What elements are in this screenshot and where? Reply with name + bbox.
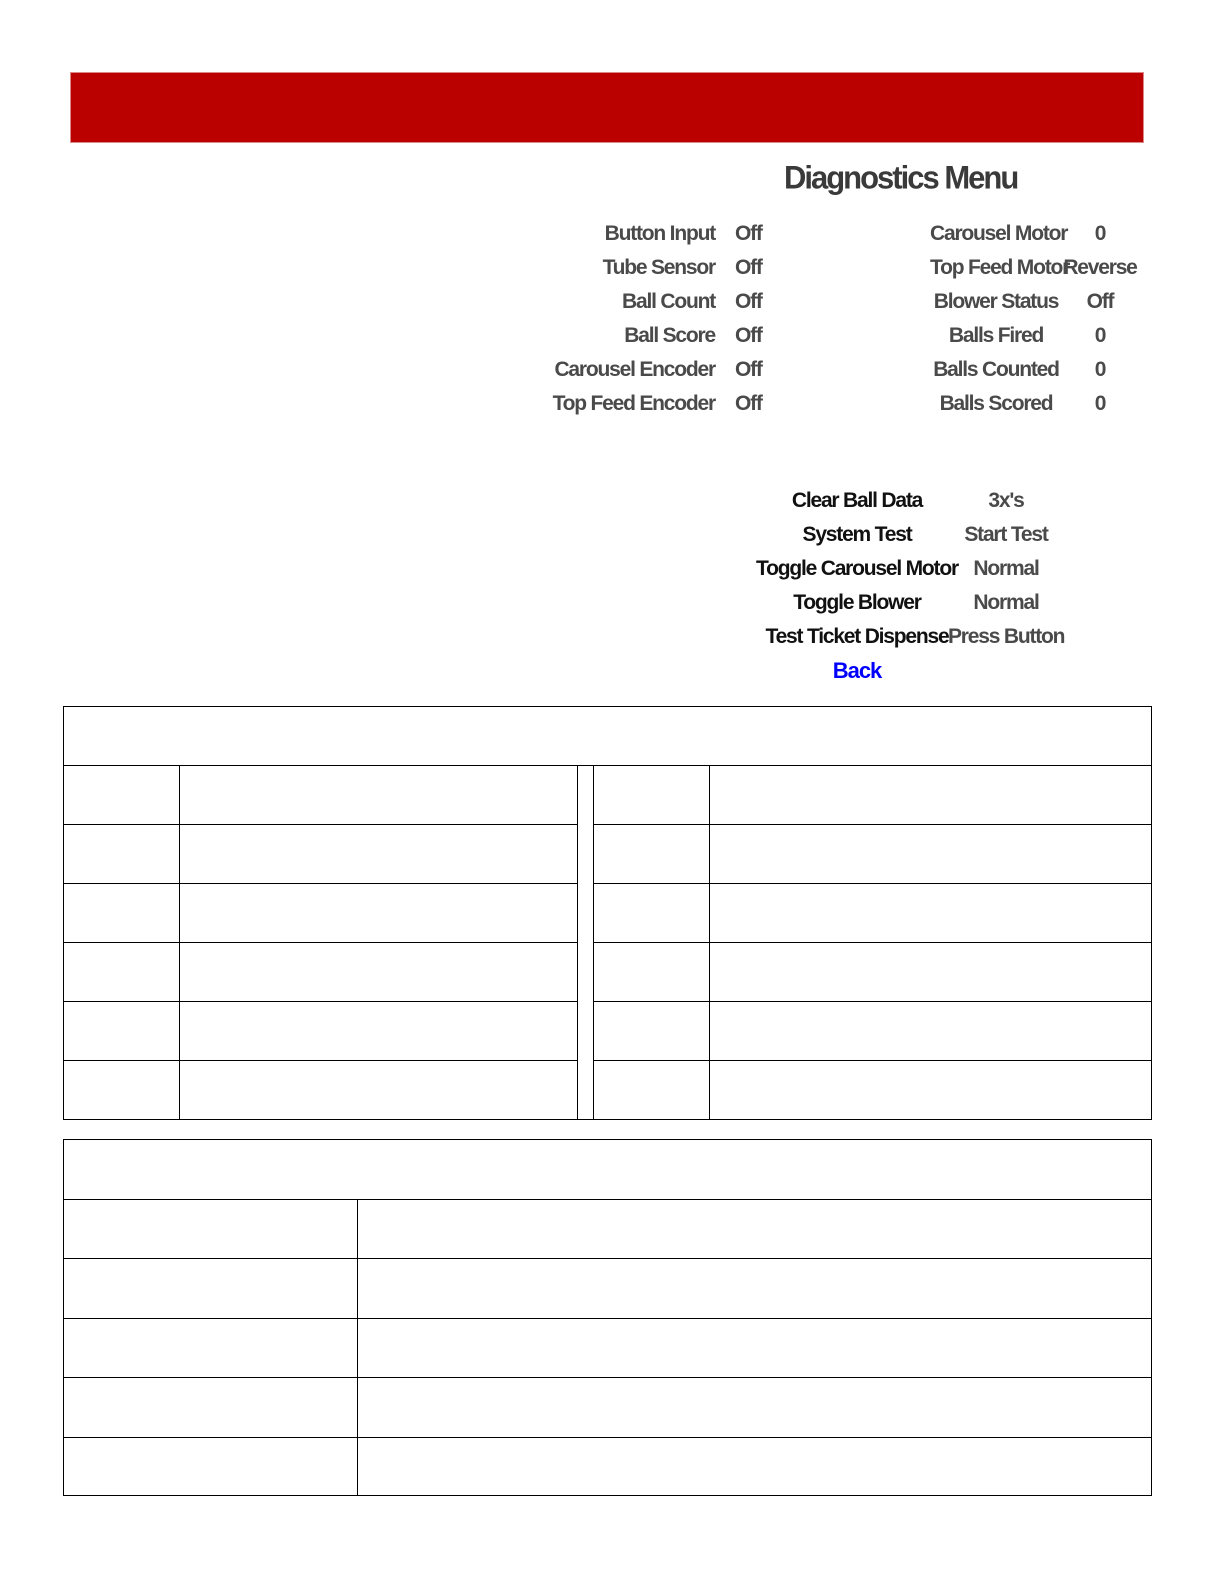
table-cell xyxy=(710,1061,1152,1120)
input-value: Off xyxy=(735,392,762,415)
table-cell xyxy=(64,1378,358,1438)
table-row xyxy=(64,1259,1152,1319)
input-label: Carousel Encoder xyxy=(554,358,715,381)
table-header-row xyxy=(64,1140,1152,1200)
table-cell xyxy=(64,1259,358,1319)
table-row xyxy=(64,1061,1152,1120)
table-cell xyxy=(594,943,710,1002)
output-label: Top Feed Motor xyxy=(930,256,1070,279)
table-cell xyxy=(358,1200,1152,1259)
table-row xyxy=(64,1438,1152,1496)
table-cell xyxy=(64,766,180,825)
tool-label: Toggle Blower xyxy=(793,591,921,614)
table-cell xyxy=(64,943,180,1002)
output-value: 0 xyxy=(1094,392,1106,415)
table-cell xyxy=(180,943,578,1002)
table-row xyxy=(64,766,1152,825)
output-value: 0 xyxy=(1094,222,1106,245)
table-cell xyxy=(64,1438,358,1496)
tool-value: Start Test xyxy=(964,523,1048,546)
table-cell xyxy=(64,1200,358,1259)
output-label: Balls Counted xyxy=(933,358,1059,381)
table-row xyxy=(64,1200,1152,1259)
input-value: Off xyxy=(735,358,762,381)
tool-value: Press Button xyxy=(948,625,1065,648)
tool-label: Toggle Carousel Motor xyxy=(756,557,958,580)
output-value: 0 xyxy=(1094,324,1106,347)
table-cell xyxy=(358,1438,1152,1496)
table-row xyxy=(64,884,1152,943)
table-cell xyxy=(64,1319,358,1378)
output-label: Carousel Motor xyxy=(930,222,1068,245)
table-cell xyxy=(594,766,710,825)
tool-label: System Test xyxy=(802,523,912,546)
tool-value: 3x's xyxy=(988,489,1024,512)
table-header-row xyxy=(64,707,1152,766)
table-cell xyxy=(358,1378,1152,1438)
tool-label: Test Ticket Dispense xyxy=(765,625,949,648)
input-value: Off xyxy=(735,324,762,347)
table-cell xyxy=(64,1002,180,1061)
output-label: Balls Fired xyxy=(948,324,1044,347)
table-cell xyxy=(180,825,578,884)
table-cell xyxy=(710,825,1152,884)
back-link[interactable]: Back xyxy=(832,658,882,683)
menu-title: Diagnostics Menu xyxy=(784,159,1018,196)
table-cell xyxy=(64,1140,1152,1200)
tools-table xyxy=(63,1139,1152,1496)
table-cell xyxy=(64,884,180,943)
input-label: Button Input xyxy=(604,222,715,245)
header-banner xyxy=(70,72,1144,143)
table-row xyxy=(64,1378,1152,1438)
tool-value: Normal xyxy=(973,591,1039,614)
table-cell xyxy=(64,1061,180,1120)
table-cell xyxy=(358,1259,1152,1319)
table-row xyxy=(64,1319,1152,1378)
input-label: Top Feed Encoder xyxy=(552,392,715,415)
output-value: 0 xyxy=(1094,358,1106,381)
table-cell xyxy=(64,707,1152,766)
table-cell xyxy=(594,825,710,884)
tool-label: Clear Ball Data xyxy=(791,489,923,512)
table-row xyxy=(64,825,1152,884)
table-row xyxy=(64,943,1152,1002)
table-row xyxy=(64,1002,1152,1061)
output-value: Off xyxy=(1086,290,1114,313)
table-cell xyxy=(180,766,578,825)
table-cell xyxy=(710,884,1152,943)
output-label: Blower Status xyxy=(933,290,1059,313)
input-label: Ball Count xyxy=(622,290,715,313)
table-cell xyxy=(594,884,710,943)
input-label: Ball Score xyxy=(624,324,715,347)
tool-value: Normal xyxy=(973,557,1039,580)
table-cell xyxy=(710,1002,1152,1061)
input-value: Off xyxy=(735,290,762,313)
table-cell xyxy=(594,1061,710,1120)
table-cell xyxy=(180,1061,578,1120)
output-label: Balls Scored xyxy=(939,392,1053,415)
table-cell xyxy=(180,884,578,943)
input-value: Off xyxy=(735,256,762,279)
table-cell xyxy=(64,825,180,884)
table-cell xyxy=(594,1002,710,1061)
column-separator xyxy=(578,766,594,1120)
output-value: Reverse xyxy=(1063,256,1137,279)
input-label: Tube Sensor xyxy=(602,256,715,279)
table-cell xyxy=(710,766,1152,825)
input-value: Off xyxy=(735,222,762,245)
table-cell xyxy=(358,1319,1152,1378)
table-cell xyxy=(710,943,1152,1002)
diagnostics-table xyxy=(63,706,1152,1120)
table-cell xyxy=(180,1002,578,1061)
